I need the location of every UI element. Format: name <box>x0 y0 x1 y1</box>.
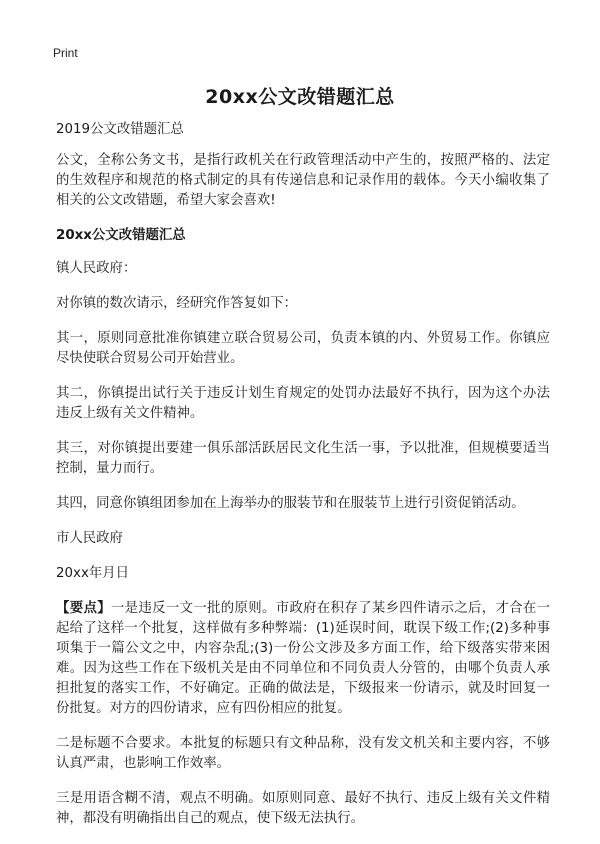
document-body <box>56 120 550 844</box>
document-title: 20xx公文改错题汇总 <box>205 86 395 108</box>
analysis-text: 一是违反一文一批的原则。市政府在积存了某乡四件请示之后，才合在一起给了这样一个批复，这样做有多种弊端：(1)延误时间，耽误下级工作;(2)多种事项集于一篇公文之中，内容杂乱;(3)一份公文涉及多方面工作，给下级落实带来困难。因为这些工作在下级机关是由不同单位和不同负责人分管的，由哪个负责人承担批复的落实工作，不好确定。正确的做法是，下级报来一份请示，就及时回复一份批复。对方的四份请求，应有四份相应的批复。 <box>56 601 551 716</box>
salutation: 镇人民政府： <box>56 261 137 276</box>
key-point-label: 【要点】 <box>56 601 111 616</box>
document-subtitle: 2019公文改错题汇总 <box>56 122 184 137</box>
reply-item: 其二，你镇提出试行关于违反计划生育规定的处罚办法最好不执行，因为这个办法违反上级有关文件精神。 <box>56 386 550 421</box>
sender-name: 市人民政府 <box>56 531 123 546</box>
analysis-paragraph: 三是用语含糊不清，观点不明确。如原则同意、最好不执行、违反上级有关文件精神，都没有明确指出自己的观点，使下级无法执行。 <box>56 791 550 826</box>
intro-paragraph: 公文，全称公务文书，是指行政机关在行政管理活动中产生的，按照严格的、法定的生效程序和规范的格式制定的具有传递信息和记录作用的载体。今天小编收集了相关的公文改错题，希望大家会喜欢! <box>56 153 550 208</box>
section-heading: 20xx公文改错题汇总 <box>56 228 186 243</box>
analysis-paragraph: 二是标题不合要求。本批复的标题只有文种品称，没有发文机关和主要内容，不够认真严肃，也影响工作效率。 <box>56 736 550 771</box>
document-date: 20xx年月日 <box>56 566 130 581</box>
opening-line: 对你镇的数次请示，经研究作答复如下： <box>56 296 298 311</box>
print-link[interactable]: Print <box>53 46 78 60</box>
reply-item: 其三，对你镇提出要建一俱乐部活跃居民文化生活一事，予以批准，但规模要适当控制，量力而行。 <box>56 441 550 476</box>
reply-item: 其四，同意你镇组团参加在上海举办的服装节和在服装节上进行引资促销活动。 <box>56 496 525 511</box>
analysis-paragraph <box>56 599 550 719</box>
reply-item: 其一，原则同意批准你镇建立联合贸易公司，负责本镇的内、外贸易工作。你镇应尽快使联合贸易公司开始营业。 <box>56 331 550 366</box>
